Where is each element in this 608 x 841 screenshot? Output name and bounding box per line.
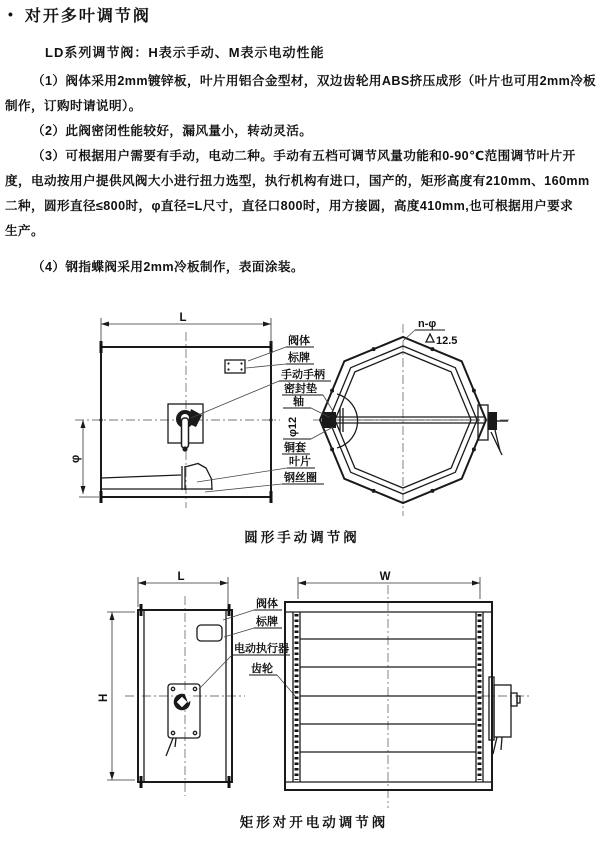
dim-label-phi: φ xyxy=(70,454,82,463)
label-nameplate: 标牌 xyxy=(256,616,278,628)
dim-label-W: W xyxy=(379,571,391,583)
paragraph-line: （3）可根据用户需要有手动，电动二种。手动有五档可调节风量功能和0-90℃范围调节叶片开 xyxy=(32,149,576,163)
figure1-circular-manual-valve-drawing xyxy=(55,308,525,520)
label-wire-ring: 钢丝圈 xyxy=(284,472,317,484)
figure1-hole-callout xyxy=(403,318,457,347)
callout-hole-size: 12.5 xyxy=(436,335,458,347)
bullet-icon: • xyxy=(8,6,15,22)
paragraph-line: 制作，订购时请说明）。 xyxy=(5,99,142,113)
paragraph-line: （4）钢指蝶阀采用2mm冷板制作，表面涂装。 xyxy=(32,260,304,274)
label-blade: 叶片 xyxy=(289,456,311,468)
paragraph-line: 度，电动按用户提供风阀大小进行扭力选型，执行机构有进口，国产的，矩形高度有210mm、160mm xyxy=(5,174,590,188)
dim-label-H: H xyxy=(98,693,110,702)
figure2-side-actuator xyxy=(489,677,520,754)
figure1-caption: 圆形手动调节阀 xyxy=(244,530,360,545)
page-title-text: 对开多叶调节阀 xyxy=(24,8,151,25)
callout-n-phi: n-φ xyxy=(418,318,437,330)
figure1-manual-handle xyxy=(168,404,203,452)
page-title xyxy=(8,3,151,26)
figure1-dimension-phi xyxy=(70,420,99,497)
figure2-dimension-L xyxy=(138,571,228,607)
figure2-rect-electric-valve-drawing xyxy=(85,568,530,813)
figure2-part-labels xyxy=(199,596,296,697)
label-seal-gasket: 密封垫 xyxy=(284,383,317,395)
label-gear: 齿轮 xyxy=(251,663,273,675)
dim-label-L: L xyxy=(177,571,185,583)
figure1-part-labels xyxy=(191,333,333,492)
figure1-blade-profile xyxy=(101,464,212,491)
label-shaft: 轴 xyxy=(293,396,304,408)
paragraph-line: 生产。 xyxy=(5,224,44,238)
figure2-caption: 矩形对开电动调节阀 xyxy=(239,815,389,830)
label-nameplate: 标牌 xyxy=(288,352,310,364)
label-valve-body: 阀体 xyxy=(256,598,278,610)
figure1-shaft xyxy=(322,394,485,448)
figure1-nameplate xyxy=(225,360,245,373)
dim-label-L: L xyxy=(179,312,187,324)
label-copper-sleeve: 铜套 xyxy=(284,442,306,454)
paragraph-line: 二种，圆形直径≤800时，φ直径=L尺寸，直径口800时，用方接圆，高度410mm,也可根据用户要求 xyxy=(5,199,574,213)
label-manual-handle: 手动手柄 xyxy=(281,369,325,381)
paragraph-line: （1）阀体采用2mm镀锌板，叶片用铝合金型材，双边齿轮用ABS挤压成形（叶片也可用2mm冷板 xyxy=(32,74,597,88)
paragraph-line: （2）此阀密闭性能较好，漏风量小，转动灵活。 xyxy=(32,124,313,138)
figure2-nameplate xyxy=(197,625,222,641)
label-electric-actuator: 电动执行器 xyxy=(234,643,289,655)
body-text xyxy=(0,69,604,280)
figure2-actuator xyxy=(166,684,200,756)
series-subtitle: LD系列调节阀：H表示手动、M表示电动性能 xyxy=(45,45,325,60)
label-valve-body: 阀体 xyxy=(288,335,310,347)
label-phi12: φ12 xyxy=(287,416,299,437)
figure2-dimension-W xyxy=(298,571,480,599)
